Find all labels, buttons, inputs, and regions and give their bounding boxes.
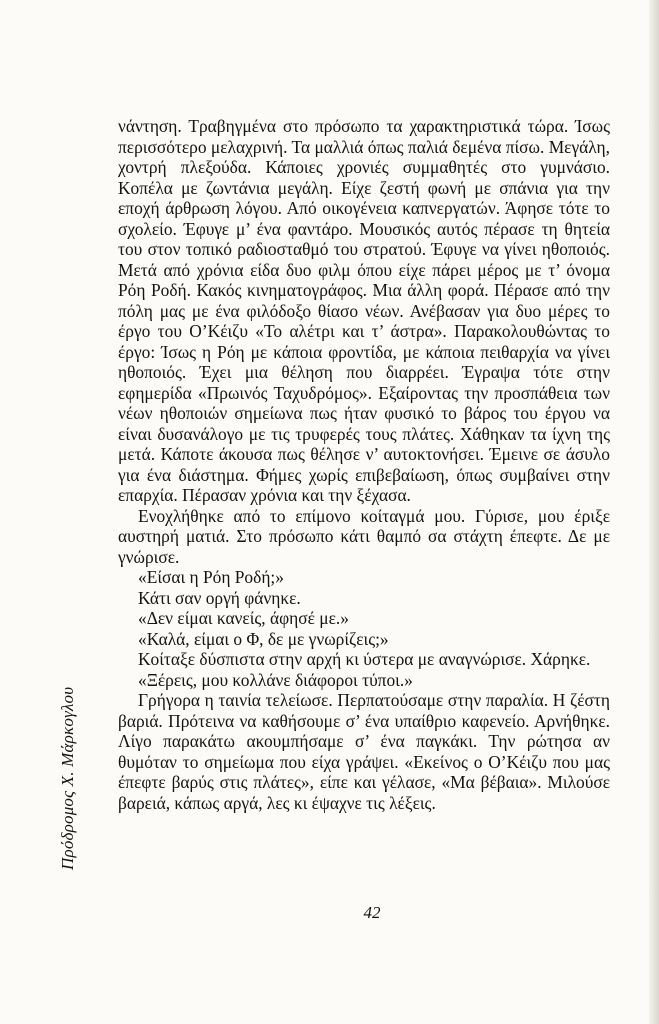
dialogue-line-2: «Δεν είμαι κανείς, άφησέ με.» [138, 608, 349, 628]
paragraph-3: Κάτι σαν οργή φάνηκε. [138, 587, 301, 608]
body-text [118, 116, 610, 813]
running-head: Πρόδρομος Χ. Μάρκογλου [58, 686, 77, 870]
paragraph-1: νάντηση. Τραβηγμένα στο πρόσωπο τα χαρακτηριστικά τώρα. Ίσως περισσότερο μελαχρινή. Τα μαλλιά όπως παλιά δεμένα πίσω. Μεγάλη, χοντρή πλεξούδα. Κάποιες χρονιές συμμαθητές στο γυμνάσιο. Κοπέλα με ζωντάνια μεγάλη. Είχε ζεστή φωνή με σπάνια για την εποχή άρθρωση λόγου. Από οικογένεια καπνεργατών. Άφησε τότε το σχολείο. Έφυγε μ’ ένα φαντάρο. Μουσικός αυτός πέρασε τη θητεία του στον τοπικό ραδιοσταθμό του στρατού. Έφυγε να γίνει ηθοποιός. Μετά από χρόνια είδα δυο φιλμ όπου είχε πάρει μέρος με τ’ όνομα Ρόη Ροδή. Κακός κινηματογράφος. Μια άλλη φορά. Πέρασε από την πόλη μας με ένα φιλόδοξο θίασο νέων. Ανέβασαν για δυο μέρες το έργο του Ο’Κέιζυ «Το αλέτρι και τ’ άστρα». Παρακολουθώντας το έργο: Ίσως η Ρόη με κάποια φροντίδα, με κάποια πειθαρχία να γίνει ηθοποιός. Έχει μια θέληση που διαρρέει. Έγραψα τότε στην εφημερίδα «Πρωινός Ταχυδρόμος». Εξαίροντας την προσπάθεια των νέων ηθοποιών σημείωνα πως ήταν φυσικό το βάρος του έργου να είναι δυσανάλογο με τις τρυφερές τους πλάτες. Χάθηκαν τα ίχνη της μετά. Κάποτε άκουσα πως θέλησε ν’ αυτοκτονήσει. Έμεινε σε άσυλο για ένα διάστημα. Φήμες χωρίς επιβεβαίωση, όπως συμβαίνει στην επαρχία. Πέρασαν χρόνια και την ξέχασα. [118, 116, 610, 505]
paragraph-2: Ενοχλήθηκε από το επίμονο κοίταγμά μου. Γύρισε, μου έριξε αυστηρή ματιά. Στο πρόσωπο κάτι θαμπό σα στάχτη έπεφτε. Δε με γνώρισε. [118, 505, 610, 567]
paragraph-5: Γρήγορα η ταινία τελείωσε. Περπατούσαμε στην παραλία. Η ζέστη βαριά. Πρότεινα να καθήσουμε σ’ ένα υπαίθριο καφενείο. Αρνήθηκε. Λίγο παρακάτω ακουμπήσαμε σ’ ένα παγκάκι. Την ρώτησα αν θυμόταν το σημείωμα που είχα γράψει. «Εκείνος ο Ο’Κέιζυ που μας έπεφτε βαρύς στις πλάτες», είπε και γέλασε, «Μα βέβαια». Μιλούσε βαρειά, κάπως αργά, λες κι έψαχνε τις λέξεις. [118, 690, 610, 813]
page-number: 42 [363, 903, 381, 922]
dialogue-line-1: «Είσαι η Ρόη Ροδή;» [138, 567, 284, 587]
page-edge-shadow [649, 0, 659, 1024]
dialogue-line-4: «Ξέρεις, μου κολλάνε διάφοροι τύποι.» [138, 669, 413, 690]
paragraph-4: Κοίταξε δύσπιστα στην αρχή κι ύστερα με αναγνώρισε. Χάρηκε. [138, 649, 591, 669]
dialogue-line-3: «Καλά, είμαι ο Φ, δε με γνωρίζεις;» [138, 628, 389, 649]
